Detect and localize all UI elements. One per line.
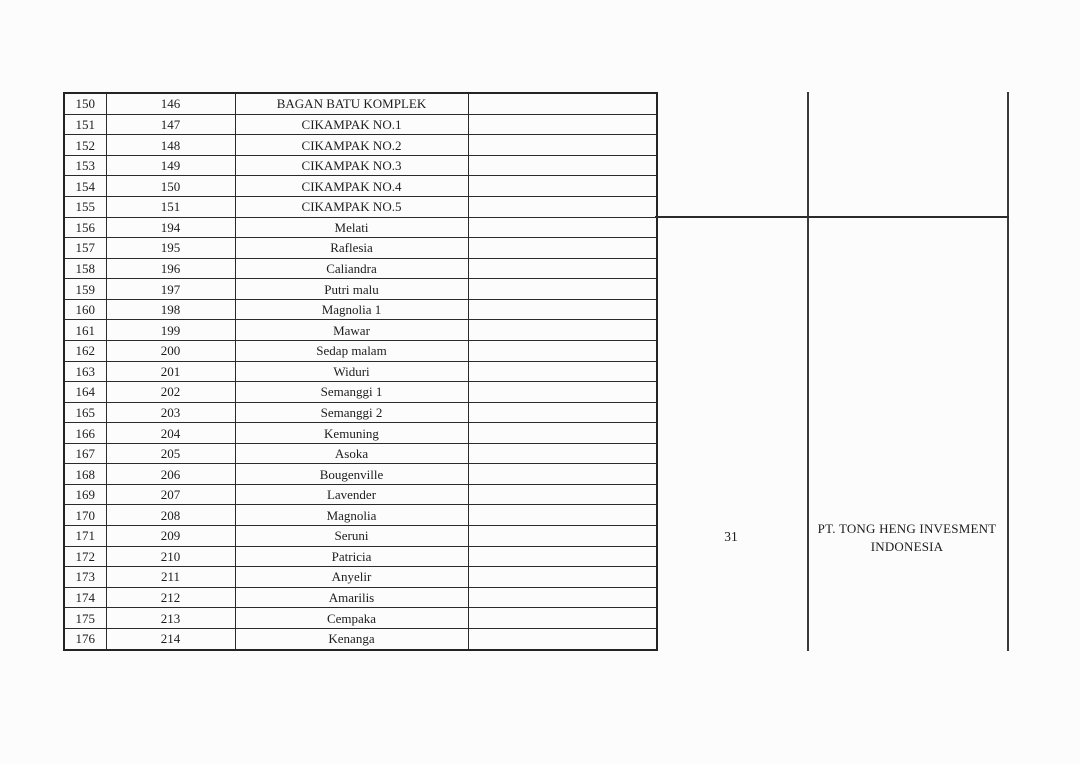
cell-row-number: 166 [64,423,106,444]
cell-unit-number: 199 [106,320,235,341]
cell-row-number: 167 [64,443,106,464]
table-row [64,526,657,547]
table-row [64,608,657,629]
cell-name: Kenanga [235,628,468,650]
cell-blank [468,382,657,403]
cell-unit-number: 147 [106,114,235,135]
cell-unit-number: 211 [106,567,235,588]
cell-row-number: 159 [64,279,106,300]
cell-unit-number: 196 [106,258,235,279]
cell-unit-number: 197 [106,279,235,300]
table-row [64,587,657,608]
cell-row-number: 152 [64,135,106,156]
cell-blank [468,423,657,444]
cell-name: Semanggi 2 [235,402,468,423]
cell-unit-number: 195 [106,238,235,259]
cell-name: BAGAN BATU KOMPLEK [235,93,468,114]
cell-row-number: 160 [64,299,106,320]
table-row [64,197,657,218]
company-name-line2: INDONESIA [870,539,944,554]
cell-blank [468,526,657,547]
cell-unit-number: 207 [106,484,235,505]
cell-unit-number: 202 [106,382,235,403]
table-row [64,464,657,485]
cell-blank [468,340,657,361]
cell-blank [468,484,657,505]
cell-name: CIKAMPAK NO.1 [235,114,468,135]
cell-unit-number: 148 [106,135,235,156]
cell-blank [468,176,657,197]
cell-unit-number: 194 [106,217,235,238]
table-row [64,176,657,197]
table-row [64,423,657,444]
cell-blank [468,320,657,341]
cell-name: Magnolia 1 [235,299,468,320]
cell-unit-number: 149 [106,155,235,176]
company-name-cell [807,520,1007,556]
cell-unit-number: 210 [106,546,235,567]
cell-row-number: 170 [64,505,106,526]
table-row [64,340,657,361]
cell-row-number: 154 [64,176,106,197]
cell-name: Patricia [235,546,468,567]
cell-unit-number: 203 [106,402,235,423]
cell-unit-number: 198 [106,299,235,320]
cell-row-number: 164 [64,382,106,403]
cell-row-number: 176 [64,628,106,650]
table-row [64,567,657,588]
table-row [64,279,657,300]
cell-name: Melati [235,217,468,238]
cell-name: CIKAMPAK NO.3 [235,155,468,176]
company-index: 31 [724,529,738,544]
cell-name: Magnolia [235,505,468,526]
cell-row-number: 150 [64,93,106,114]
cell-blank [468,258,657,279]
cell-blank [468,443,657,464]
table-row [64,402,657,423]
table-row [64,628,657,650]
cell-row-number: 174 [64,587,106,608]
cell-unit-number: 212 [106,587,235,608]
cell-unit-number: 214 [106,628,235,650]
company-index-cell [655,529,807,545]
cell-row-number: 169 [64,484,106,505]
table-row [64,258,657,279]
cell-name: Raflesia [235,238,468,259]
cell-unit-number: 151 [106,197,235,218]
cell-blank [468,93,657,114]
section-divider-line [655,216,1009,218]
table-row [64,382,657,403]
table-row [64,299,657,320]
cell-row-number: 172 [64,546,106,567]
cell-blank [468,587,657,608]
cell-unit-number: 200 [106,340,235,361]
cell-unit-number: 201 [106,361,235,382]
cell-unit-number: 209 [106,526,235,547]
table-row [64,443,657,464]
cell-name: Kemuning [235,423,468,444]
cell-blank [468,608,657,629]
cell-blank [468,464,657,485]
cell-row-number: 165 [64,402,106,423]
cell-row-number: 151 [64,114,106,135]
cell-unit-number: 205 [106,443,235,464]
cell-name: Widuri [235,361,468,382]
cell-blank [468,279,657,300]
cell-unit-number: 146 [106,93,235,114]
cell-blank [468,567,657,588]
cell-row-number: 157 [64,238,106,259]
cell-row-number: 175 [64,608,106,629]
cell-name: Amarilis [235,587,468,608]
cell-name: CIKAMPAK NO.4 [235,176,468,197]
cell-row-number: 171 [64,526,106,547]
cell-row-number: 156 [64,217,106,238]
cell-blank [468,114,657,135]
cell-name: Putri malu [235,279,468,300]
cell-unit-number: 150 [106,176,235,197]
cell-row-number: 155 [64,197,106,218]
cell-row-number: 153 [64,155,106,176]
table-row [64,93,657,114]
cell-name: Bougenville [235,464,468,485]
cell-name: Lavender [235,484,468,505]
cell-blank [468,299,657,320]
cell-unit-number: 206 [106,464,235,485]
right-column-divider-left [807,92,809,651]
cell-row-number: 162 [64,340,106,361]
cell-name: Cempaka [235,608,468,629]
cell-blank [468,505,657,526]
cell-row-number: 161 [64,320,106,341]
cell-name: Asoka [235,443,468,464]
table-row [64,361,657,382]
cell-blank [468,238,657,259]
table-row [64,135,657,156]
cell-blank [468,361,657,382]
cell-blank [468,402,657,423]
table-row [64,238,657,259]
cell-blank [468,546,657,567]
cell-name: CIKAMPAK NO.2 [235,135,468,156]
table-row [64,320,657,341]
cell-name: Sedap malam [235,340,468,361]
cell-blank [468,217,657,238]
cell-blank [468,135,657,156]
roster-table [63,92,658,651]
cell-blank [468,197,657,218]
cell-name: Anyelir [235,567,468,588]
cell-unit-number: 204 [106,423,235,444]
cell-unit-number: 213 [106,608,235,629]
table-row [64,505,657,526]
table-row [64,217,657,238]
cell-row-number: 168 [64,464,106,485]
table-row [64,114,657,135]
cell-name: Semanggi 1 [235,382,468,403]
table-row [64,546,657,567]
cell-row-number: 173 [64,567,106,588]
cell-name: Seruni [235,526,468,547]
cell-blank [468,628,657,650]
right-column-divider-right [1007,92,1009,651]
cell-row-number: 163 [64,361,106,382]
cell-name: Caliandra [235,258,468,279]
table-row [64,484,657,505]
cell-name: Mawar [235,320,468,341]
cell-row-number: 158 [64,258,106,279]
cell-blank [468,155,657,176]
table-row [64,155,657,176]
cell-unit-number: 208 [106,505,235,526]
cell-name: CIKAMPAK NO.5 [235,197,468,218]
company-name-line1: PT. TONG HENG INVESMENT [817,521,997,536]
